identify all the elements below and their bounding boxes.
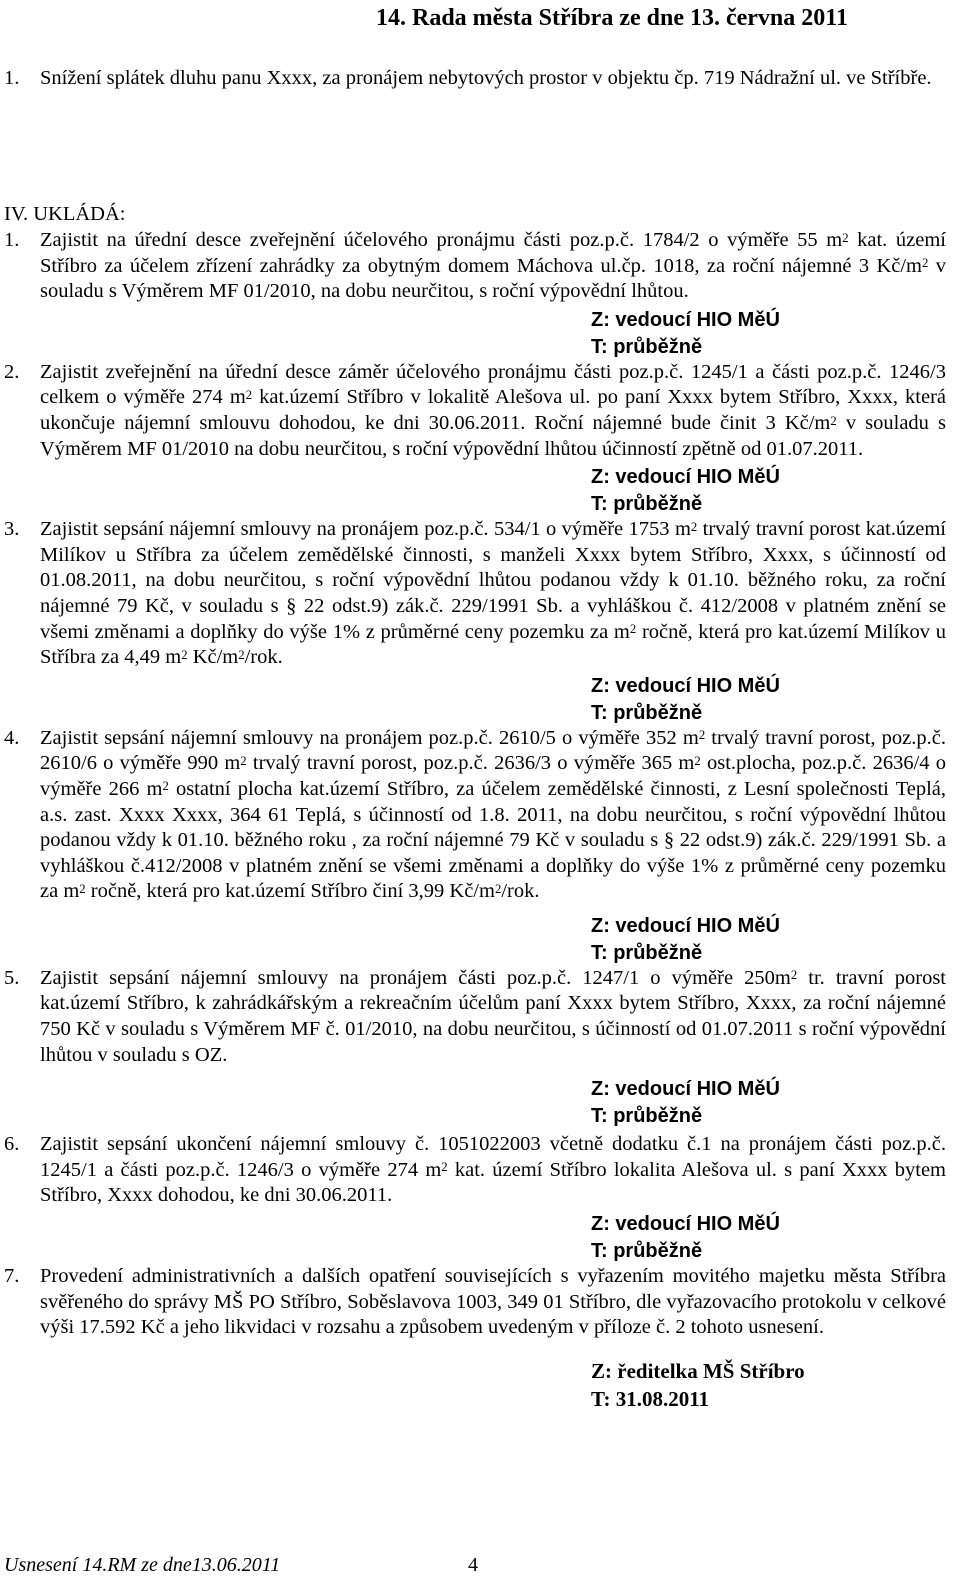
item-number: 5.	[4, 966, 20, 989]
item-number: 4.	[4, 726, 20, 749]
responsible-label: Z: vedoucí HIO MěÚ	[591, 466, 780, 489]
page-title: 14. Rada města Stříbra ze dne 13. června 2011	[376, 5, 848, 31]
item-number: 1.	[4, 67, 20, 89]
item-text: Zajistit sepsání nájemní smlouvy na pronájem části poz.p.č. 1247/1 o výměře $250m^2$ tr. travní porost kat.území Stříbro, k zahrádkářským a rekreačním účelům paní Xxxx bytem Stříbro, Xxxx, za roční nájemné 750 Kč v souladu s Výměrem MF č. 01/2010, na dobu neurčitou, s účinností od 01.07.2011 s roční výpovědní lhůtou v souladu s OZ.	[40, 966, 946, 1066]
item-text: Zajistit sepsání nájemní smlouvy na pronájem poz.p.č. 2610/5 o výměře 352 $m^2$ trvalý travní porost, poz.p.č. 2610/6 o výměře 990 $m^2$ trvalý travní porost, poz.p.č. 2636/3 o výměře 365 $m^2$ ost.plocha, poz.p.č. 2636/4 o výměře 266 $m^2$ ostatní plocha kat.území Stříbro, za účelem zemědělské činnosti, z Lesní společnosti Teplá, a.s. zast. Xxxx Xxxx, 364 61 Teplá, s účinností od 1.8. 2011, na dobu neurčitou, s roční výpovědní lhůtou podanou vždy k 01.10. běžného roku , za roční nájemné 79 Kč v souladu s § 22 odst.9) zák.č. 229/1991 Sb. a vyhláškou č.412/2008 v platném znění se všemi změnami a doplňky do výše 1% z průměrné ceny pozemku za $m^2$ ročně, která pro kat.území Stříbro činí 3,99 $Kč/m^2$/rok.	[40, 726, 947, 903]
intro-section	[4, 66, 946, 92]
resolution-item-1	[4, 228, 946, 305]
item-number: 6.	[4, 1133, 20, 1156]
item-text: Provedení administrativních a dalších opatření souvisejících s vyřazením movitého majetku města Stříbra svěřeného do správy MŠ PO Stříbro, Soběslavova 1003, 349 01 Stříbro, dle vyřazovacího protokolu v celkové výši 17.592 Kč a jeho likvidaci v rozsahu a způsobem uvedeným v příloze č. 2 tohoto usnesení.	[40, 1265, 946, 1339]
item-text: Snížení splátek dluhu panu Xxxx, za pronájem nebytových prostor v objektu čp. 719 Nádražní ul. ve Stříbře.	[40, 67, 932, 89]
list-item	[4, 66, 946, 92]
page-number: 4	[468, 1554, 478, 1576]
resolution-item-4	[4, 726, 946, 905]
responsible-label: Z: ředitelka MŠ Stříbro	[591, 1358, 805, 1383]
responsible-label: Z: vedoucí HIO MěÚ	[591, 1213, 780, 1236]
term-label: T: průběžně	[591, 335, 703, 358]
item-number: 1.	[4, 229, 20, 251]
term-label: T: průběžně	[591, 1105, 703, 1128]
term-label: T: průběžně	[591, 701, 703, 724]
item-number: 7.	[4, 1265, 20, 1288]
item-text: Zajistit na úřední desce zveřejnění účelového pronájmu části poz.p.č. 1784/2 o výměře 55 $m^2$ kat. území Stříbro za účelem zřízení zahrádky za obytným domem Máchova ul.čp. 1018, za roční nájemné 3 $Kč/m^2$ v souladu s Výměrem MF 01/2010, na dobu neurčitou, s roční výpovědní lhůtou.	[40, 229, 947, 303]
item-number: 2.	[4, 360, 20, 383]
responsible-label: Z: vedoucí HIO MěÚ	[591, 1078, 780, 1101]
item-text: Zajistit zveřejnění na úřední desce záměr účelového pronájmu části poz.p.č. 1245/1 a části poz.p.č. 1246/3 celkem o výměře 274 $m^2$ kat.území Stříbro v lokalitě Alešova ul. po paní Xxxx bytem Stříbro, Xxxx, která ukončuje nájemní smlouvu dohodou, ke dni 30.06.2011. Roční nájemné bude činit 3 $Kč/m^2$ v souladu s Výměrem MF 01/2010 na dobu neurčitou, s roční výpovědní lhůtou účinností zpětně od 01.07.2011.	[40, 360, 946, 460]
term-label: T: 31.08.2011	[591, 1386, 710, 1411]
item-text: Zajistit sepsání nájemní smlouvy na pronájem poz.p.č. 534/1 o výměře 1753 $m^2$ trvalý travní porost kat.území Milíkov u Stříbra za účelem zemědělské činnosti, s manželi Xxxx bytem Stříbro, Xxxx, s účinností od 01.08.2011, na dobu neurčitou, s roční výpovědní lhůtou podanou vždy k 01.10. běžného roku, za roční nájemné 79 Kč, v souladu s § 22 odst.9) zák.č. 229/1991 Sb. a vyhláškou č. 412/2008 v platném znění se všemi změnami a doplňky do výše 1% z průměrné ceny pozemku za $m^2$ ročně, která pro kat.území Milíkov u Stříbra za 4,49 $m^2$ $Kč/m^2$/rok.	[40, 518, 946, 669]
item-text: Zajistit sepsání ukončení nájemní smlouvy č. 1051022003 včetně dodatku č.1 na pronájem části poz.p.č. 1245/1 a části poz.p.č. 1246/3 o výměře 274 $m^2$ kat. území Stříbro lokalita Alešova ul. s paní Xxxx bytem Stříbro, Xxxx dohodou, ke dni 30.06.2011.	[40, 1133, 946, 1207]
resolution-list	[4, 228, 946, 1413]
resolution-item-5	[4, 966, 946, 1068]
resolution-item-6	[4, 1132, 946, 1209]
term-label: T: průběžně	[591, 493, 703, 516]
resolution-item-2	[4, 360, 946, 462]
resolution-item-3	[4, 517, 946, 671]
term-label: T: průběžně	[591, 941, 703, 964]
responsible-label: Z: vedoucí HIO MěÚ	[591, 914, 780, 937]
resolution-item-7	[4, 1264, 946, 1341]
item-number: 3.	[4, 518, 20, 541]
footer-text: Usnesení 14.RM ze dne13.06.2011	[4, 1554, 281, 1576]
responsible-label: Z: vedoucí HIO MěÚ	[591, 674, 780, 697]
responsible-label: Z: vedoucí HIO MěÚ	[591, 308, 780, 331]
section-heading: IV. UKLÁDÁ:	[4, 203, 126, 225]
term-label: T: průběžně	[591, 1240, 703, 1263]
